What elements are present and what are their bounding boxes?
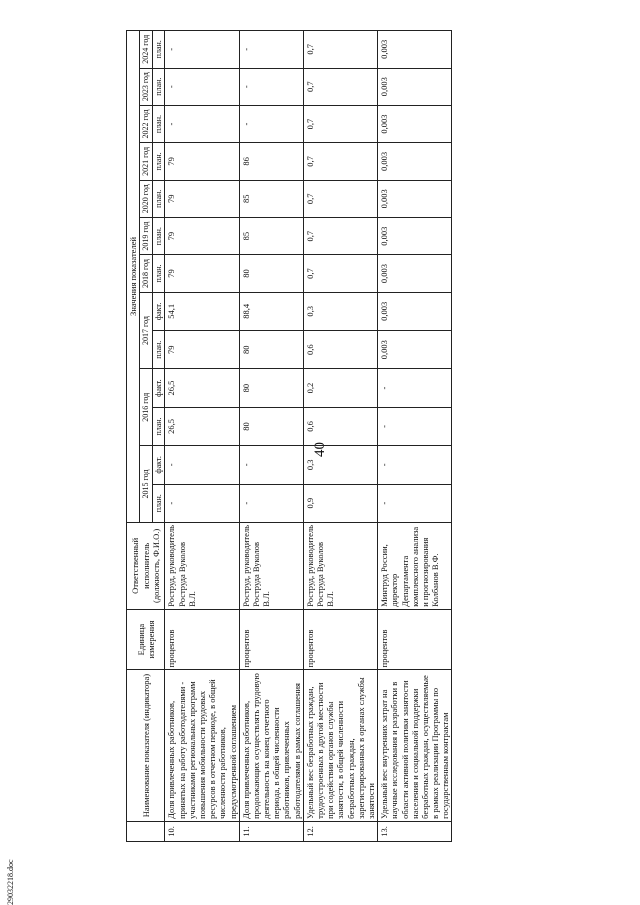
year-2016-header: 2016 год	[140, 369, 153, 446]
row-num: 10.	[165, 821, 239, 841]
value-cell: 79	[165, 255, 239, 292]
table-row	[303, 31, 377, 842]
value-cell: 0,003	[378, 255, 452, 292]
value-cell: -	[378, 446, 452, 484]
plan-header: план.	[152, 217, 165, 254]
indicators-table	[126, 30, 452, 842]
value-cell: -	[378, 369, 452, 407]
plan-header: план.	[152, 143, 165, 180]
value-cell: 0,003	[378, 180, 452, 217]
row-num: 13.	[378, 821, 452, 841]
plan-header: план.	[152, 255, 165, 292]
value-cell: 79	[165, 217, 239, 254]
value-cell: -	[239, 484, 303, 522]
row-unit: процентов	[378, 609, 452, 670]
year-2024-header: 2024 год	[140, 31, 153, 69]
value-cell: 79	[165, 180, 239, 217]
plan-header: план.	[152, 331, 165, 369]
row-responsible: Роструд, руководитель Роструда Вуколов В.Л.	[303, 522, 377, 609]
plan-header: план.	[152, 407, 165, 445]
value-cell: -	[239, 105, 303, 142]
value-cell: -	[378, 484, 452, 522]
value-cell: -	[165, 105, 239, 142]
row-name: Доля привлеченных работников, принятых на работу работодателями - участниками региональных программ повышения мобильности трудовых ресурсов в отчетном периоде, в общей численности работников, предусмотренной соглашением	[165, 670, 239, 821]
value-cell: 0,7	[303, 68, 377, 105]
year-2021-header: 2021 год	[140, 143, 153, 180]
value-cell: 80	[239, 369, 303, 407]
value-cell: 0,9	[303, 484, 377, 522]
value-cell: 0,3	[303, 292, 377, 330]
value-cell: 0,3	[303, 446, 377, 484]
value-cell: 26,5	[165, 369, 239, 407]
value-cell: 0,7	[303, 105, 377, 142]
year-2022-header: 2022 год	[140, 105, 153, 142]
value-cell: 26,5	[165, 407, 239, 445]
value-cell: 0,003	[378, 143, 452, 180]
value-cell: 0,003	[378, 105, 452, 142]
value-cell: 0,2	[303, 369, 377, 407]
plan-header: план.	[152, 31, 165, 69]
value-cell: 0,7	[303, 31, 377, 69]
value-cell: -	[239, 31, 303, 69]
col-responsible-header: Ответственный исполнитель (должность, Ф.И.О.)	[127, 522, 165, 609]
value-cell: 0,7	[303, 217, 377, 254]
value-cell: 80	[239, 255, 303, 292]
value-cell: 0,6	[303, 331, 377, 369]
value-cell: -	[239, 68, 303, 105]
fact-header: факт.	[152, 292, 165, 330]
value-cell: 80	[239, 407, 303, 445]
row-responsible: Роструд, руководитель Роструда Вуколов В.Л.	[165, 522, 239, 609]
values-header: Значения показателей	[127, 31, 140, 523]
value-cell: 0,003	[378, 68, 452, 105]
plan-header: план.	[152, 484, 165, 522]
year-2023-header: 2023 год	[140, 68, 153, 105]
value-cell: 0,003	[378, 31, 452, 69]
col-num-header	[127, 821, 165, 841]
value-cell: -	[165, 31, 239, 69]
fact-header: факт.	[152, 369, 165, 407]
value-cell: 80	[239, 331, 303, 369]
row-num: 12.	[303, 821, 377, 841]
row-unit: процентов	[165, 609, 239, 670]
fact-header: факт.	[152, 446, 165, 484]
row-responsible: Минтруд России, директор Департамента комплексного анализа и прогнозирования Колбанов В.Ф.	[378, 522, 452, 609]
value-cell: -	[165, 68, 239, 105]
year-2020-header: 2020 год	[140, 180, 153, 217]
value-cell: 79	[165, 331, 239, 369]
value-cell: 0,003	[378, 292, 452, 330]
plan-header: план.	[152, 105, 165, 142]
table-row	[378, 31, 452, 842]
value-cell: 86	[239, 143, 303, 180]
table-row	[165, 31, 239, 842]
value-cell: 85	[239, 180, 303, 217]
value-cell: 0,7	[303, 255, 377, 292]
value-cell: 0,003	[378, 331, 452, 369]
col-name-header: Наименование показателя (индикатора)	[127, 670, 165, 821]
value-cell: 54,1	[165, 292, 239, 330]
value-cell: -	[165, 484, 239, 522]
row-unit: процентов	[239, 609, 303, 670]
value-cell: 0,7	[303, 180, 377, 217]
row-num: 11.	[239, 821, 303, 841]
row-unit: процентов	[303, 609, 377, 670]
table-row	[239, 31, 303, 842]
col-unit-header: Единица измерения	[127, 609, 165, 670]
value-cell: -	[239, 446, 303, 484]
year-2015-header: 2015 год	[140, 446, 153, 523]
page-number: 40	[311, 442, 328, 457]
rotated-table-container	[126, 30, 622, 842]
value-cell: -	[165, 446, 239, 484]
value-cell: 79	[165, 143, 239, 180]
value-cell: 88,4	[239, 292, 303, 330]
footer-filename: 29032218.doc	[6, 859, 15, 905]
value-cell: 85	[239, 217, 303, 254]
plan-header: план.	[152, 68, 165, 105]
footer-wrap	[6, 859, 15, 905]
value-cell: 0,6	[303, 407, 377, 445]
value-cell: -	[378, 407, 452, 445]
value-cell: 0,003	[378, 217, 452, 254]
year-2017-header: 2017 год	[140, 292, 153, 369]
row-name: Удельный вес безработных граждан, трудоустроенных в другой местности при содействии органов службы занятости, в общей численности безработных граждан, зарегистрированных в органах службы занятости	[303, 670, 377, 821]
row-name: Удельный вес внутренних затрат на научные исследования и разработки в области активной политики занятости населения и социальной поддержки безработных граждан, осуществляемые в рамках реализации Программы по государственным контрактам	[378, 670, 452, 821]
row-responsible: Роструд, руководитель Роструда Вуколов В.Л.	[239, 522, 303, 609]
plan-header: план.	[152, 180, 165, 217]
year-2019-header: 2019 год	[140, 217, 153, 254]
value-cell: 0,7	[303, 143, 377, 180]
year-2018-header: 2018 год	[140, 255, 153, 292]
row-name: Доля привлеченных работников, продолжающих осуществлять трудовую деятельность на конец отчетного периода, в общей численности работников, привлеченных работодателями в рамках соглашения	[239, 670, 303, 821]
